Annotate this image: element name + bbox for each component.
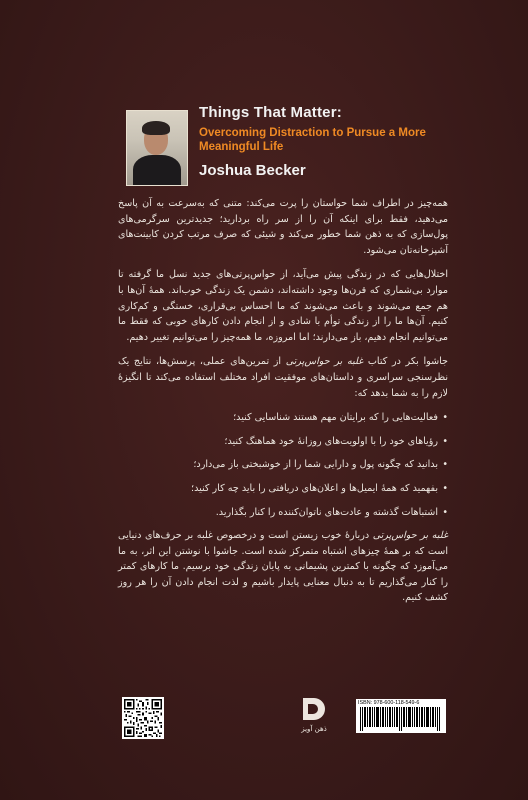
publisher-logo [297,696,331,740]
blurb [118,196,448,615]
isbn-number: ISBN: 978-600-118-549-6 [358,700,420,706]
bullet-list [118,410,448,520]
book-title: Things That Matter: [199,104,342,121]
paragraph-2: اختلال‌هایی که در زندگی پیش می‌آید، از حواس‌پرتی‌های جدید نسل ما گرفته تا موارد بی‌شماری که قرن‌ها وجود داشته‌اند، دشمن یک زندگی خوب‌اند. همهٔ آن‌ها با هم جمع می‌شوند و باعث می‌شوند که ما احساس بی‌قراری، خستگی و کم‌کاری کنیم. آن‌ها ما را از زندگی توأم با شادی و از انجام دادن کارهای خوبی که فقط ما می‌توانیم انجام دهیم، باز می‌دارند؛ اما امروزه، ما همه‌چیز را می‌توانیم تغییر دهیم. [118,269,448,343]
list-item: • بفهمید که همهٔ ایمیل‌ها و اعلان‌های دریافتی را باید چه کار کنید؛ [118,481,448,497]
book-subtitle: Overcoming Distraction to Pursue a More Meaningful Life [199,127,426,153]
qr-code [122,697,164,739]
list-item: • اشتباهات گذشته و عادت‌های ناتوان‌کننده را کنار بگذارید. [118,505,448,521]
isbn-barcode [356,699,446,733]
author-name: Joshua Becker [199,162,306,179]
barcode-icon [358,707,444,731]
list-item: • رؤیاهای خود را با اولویت‌های روزانهٔ خود هماهنگ کنید؛ [118,434,448,450]
publisher-name: ذهن آویز [301,725,327,733]
book-name-italic: غلبه بر حواس‌پرتی [372,530,448,542]
list-item: • فعالیت‌هایی را که برایتان مهم هستند شناسایی کنید؛ [118,410,448,426]
paragraph-1: همه‌چیز در اطراف شما حواستان را پرت می‌کند: متنی که به‌سرعت به آن پاسخ می‌دهید، فقط برای اینکه آن را از سر راه بردارید؛ جدیدترین سرگرمی‌های پول‌سازی که به ذهن شما خطور می‌کند و شیئی که صرف مرتب کردن کابینت‌های آشپزخانه‌تان می‌شود. [118,198,448,256]
author-photo [126,110,188,186]
book-name-italic: غلبه بر حواس‌پرتی [285,356,364,368]
paragraph-3: جاشوا بکر در کتاب غلبه بر حواس‌پرتی از تمرین‌های عملی، پرسش‌ها، نتایج یک نظرسنجی سراسری و داستان‌های موفقیت افراد مختلف استفاده می‌کند تا انگیزهٔ لازم را به شما بدهد که: [118,356,448,399]
paragraph-4: غلبه بر حواس‌پرتی دربارهٔ خوب زیستن است و درخصوص غلبه بر حرف‌های دنیایی است که بر همهٔ چیزهای اشتباه متمرکز شده است. جاشوا با نوشتن این اثر، به ما می‌آموزد که چگونه با کمترین پشیمانی به پایان زندگی خود برسیم. ما کارهای کمتر را کنار می‌گذاریم تا به دنبال معنایی پایدار باشیم و لذت انجام دادن آن را هر روز کشف کنیم. [118,530,448,604]
list-item: • بدانید که چگونه پول و دارایی شما را از خوشبختی باز می‌دارد؛ [118,457,448,473]
